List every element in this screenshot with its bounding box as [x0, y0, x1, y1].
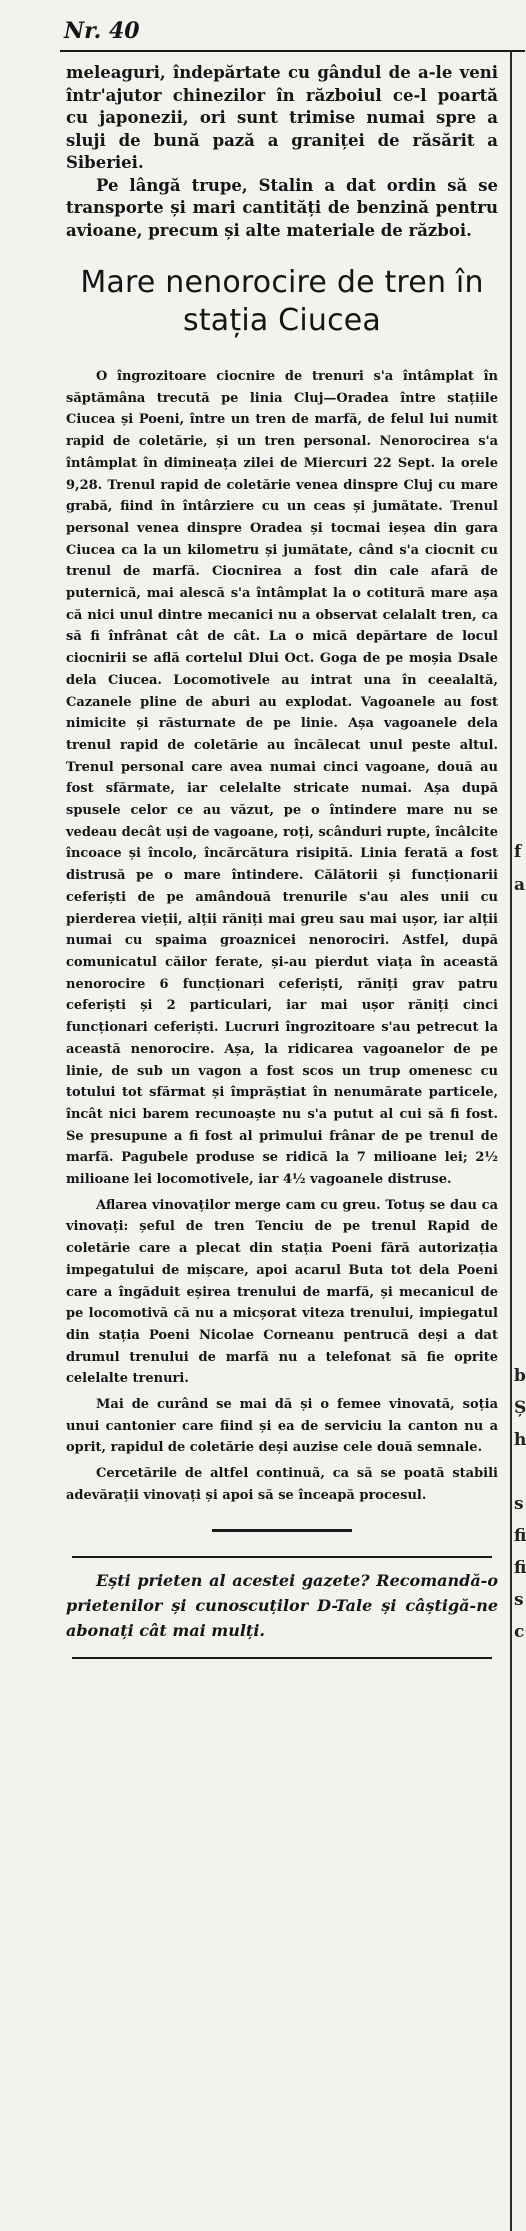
header-rule [60, 50, 525, 52]
adjacent-column-fragment: h [514, 1430, 526, 1450]
article-paragraph: Cercetările de altfel continuă, ca să se poată stabili adevărații vinovați și apoi să se înceapă procesul. [66, 1466, 498, 1503]
section-divider [212, 1529, 352, 1532]
adjacent-column-fragment: b [514, 1366, 526, 1386]
article-paragraph: O îngrozitoare ciocnire de trenuri s'a întâmplat în săptămâna trecută pe linia Cluj—Oradea între stațiile Ciucea și Poeni, între un tren de marfă, de felul lui numit rapid de coletărie, și un tren personal. Nenorocirea s'a întâmplat în dimineața zilei de Miercuri 22 Sept. la orele 9,28. Trenul rapid de coletărie venea dinspre Cluj cu mare grabă, fiind în întârziere cu un ceas și jumătate. Trenul personal venea dinspre Oradea și tocmai ieșea din gara Ciucea ca la un kilometru și jumătate, când s'a ciocnit cu trenul de marfă. Ciocnirea a fost din cale afară de puternică, mai alescă s'a întâmplat la o cotitură mare așa că nici unul dintre mecanici nu a observat celalalt tren, ca să fi înfrânat cât de cât. La o mică depărtare de locul ciocnirii se află cortelul Dlui Oct. Goga de pe moșia Dsale dela Ciucea. Locomotivele au intrat una în ceealaltă, Cazanele pline de aburi au explodat. Vagoanele au fost nimicite și răsturnate de pe linie. Așa vagoanele dela trenul rapid de coletărie au încălecat unul peste altul. Trenul personal care avea numai cinci vagoane, două au fost sfărmate, iar celelalte stricate numai. Așa după spusele celor ce au văzut, pe o întindere mare nu se vedeau decât uși de vagoane, roți, scânduri rupte, încâlcite încoace și încolo, încărcătura risipită. Linia ferată a fost distrusă pe o mare întindere. Călătorii și funcționarii ceferiști de pe amândouă trenurile s'au ales unii cu pierderea vieții, alții răniți mai greu sau mai ușor, iar alții numai cu spaima groaznicei nenorociri. Astfel, după comunicatul căilor ferate, și-au pierdut viața în această nenorocire 6 funcționari ceferiști, răniți grav patru ceferiști și 2 particulari, iar mai ușor răniți cinci funcționari ceferiști. Lucruri îngrozitoare s'au petrecut la această nenorocire. Așa, la ridicarea vagoanelor de pe linie, de sub un vagon a fost scos un trup omenesc cu totului tot sfărmat și împrăștiat în nenumărate particele, încât nici barem recunoaște nu s'a putut al cui să fi fost. Se presupune a fi fost al primului frânar de pe trenul de marfă. Pagubele produse se ridică la 7 milioane lei; 2½ milioane lei locomotivele, iar 4½ vagoanele distruse. [66, 369, 498, 1188]
adjacent-column-fragment: f [514, 842, 522, 862]
adjacent-column-fragment: Ș [514, 1398, 526, 1418]
adjacent-column-fragment: a [514, 875, 526, 895]
article-paragraph: Aflarea vinovaților merge cam cu greu. Totuș se dau ca vinovați: șeful de tren Tenciu de pe trenul Rapid de coletărie care a plecat din stația Poeni fără autorizația impegatului de mișcare, apoi acarul Buta tot dela Poeni care a îngăduit eșirea trenului de marfă, și mecanicul de pe locomotivă că nu a micșorat viteza trenului, impiegatul din stația Poeni Nicolae Corneanu pentrucă deși a dat drumul trenului de marfă nu a telefonat să fie oprite celelalte trenuri. [66, 1197, 498, 1387]
issue-number: Nr. 40 [64, 18, 140, 44]
article-headline: Mare nenorocire de tren în stația Ciucea [80, 265, 484, 338]
adjacent-column-fragment: fi [514, 1558, 526, 1578]
article-paragraph: Mai de curând se mai dă și o femee vinovată, soția unui cantonier care fiind și ea de serviciu la canton nu a oprit, rapidul de coletărie deși auzise cele două semnale. [66, 1397, 498, 1456]
promo-top-rule [72, 1556, 492, 1558]
adjacent-column-fragment: c [514, 1622, 525, 1642]
subscription-promo: Ești prieten al acestei gazete? Recomandă-o prietenilor și cunoscuților D-Tale și câștigă-ne abonați cât mai mulți. [66, 1570, 498, 1640]
adjacent-column-fragment: s [514, 1494, 524, 1514]
adjacent-column-fragment: s [514, 1590, 524, 1610]
article-column [66, 62, 498, 1659]
intro-paragraph: meleaguri, îndepărtate cu gândul de a-le veni într'ajutor chinezilor în războiul ce-l poartă cu japonezii, ori sunt trimise numai spre a sluji de bună pază a graniței de răsărit a Siberiei. [66, 63, 498, 172]
intro-paragraph: Pe lângă trupe, Stalin a dat ordin să se transporte și mari cantități de benzină pentru avioane, precum și alte materiale de război. [66, 175, 498, 240]
promo-bottom-rule [72, 1657, 492, 1659]
adjacent-column-fragment: fi [514, 1526, 526, 1546]
column-divider [510, 50, 512, 2231]
